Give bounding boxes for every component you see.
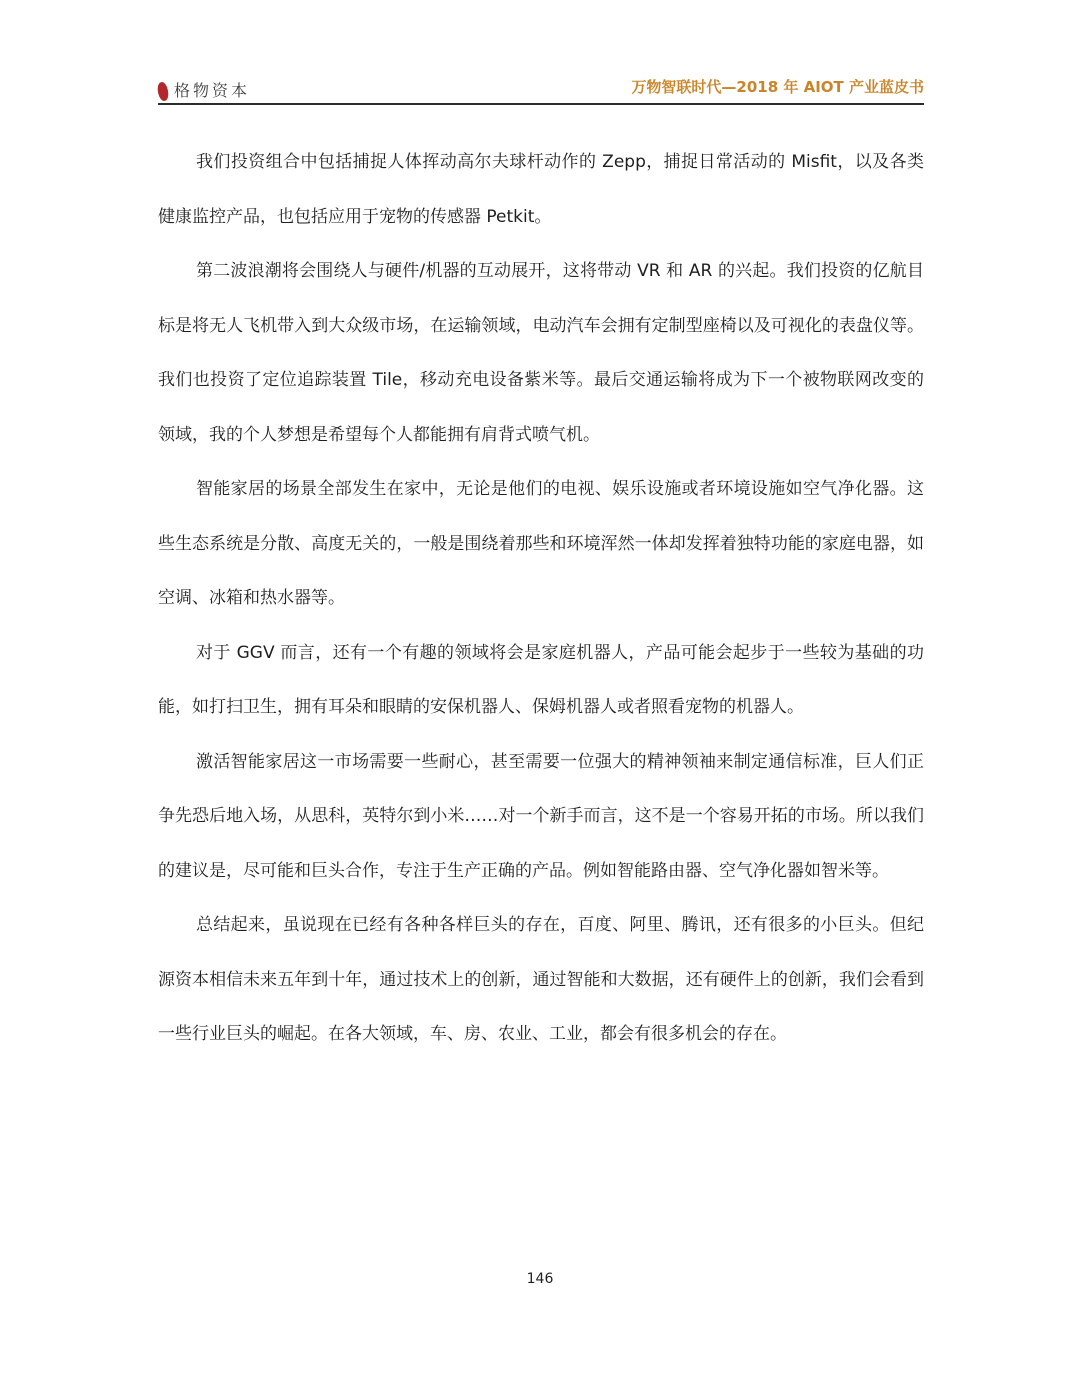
logo-mark-icon [156, 81, 170, 102]
paragraph: 我们投资组合中包括捕捉人体挥动高尔夫球杆动作的 Zepp，捕捉日常活动的 Misfit，以及各类健康监控产品，也包括应用于宠物的传感器 Petkit。 [158, 152, 924, 227]
header-divider [158, 103, 924, 105]
paragraph: 总结起来，虽说现在已经有各种各样巨头的存在，百度、阿里、腾讯，还有很多的小巨头。但纪源资本相信未来五年到十年，通过技术上的创新，通过智能和大数据，还有硬件上的创新，我们会看到一些行业巨头的崛起。在各大领域，车、房、农业、工业，都会有很多机会的存在。 [158, 915, 924, 1044]
page-header [158, 72, 924, 106]
body-text [158, 135, 924, 1062]
document-title: 万物智联时代—2018 年 AIOT 产业蓝皮书 [631, 78, 924, 96]
logo-text: 格物资本 [174, 81, 251, 100]
paragraph: 对于 GGV 而言，还有一个有趣的领域将会是家庭机器人，产品可能会起步于一些较为基础的功能，如打扫卫生，拥有耳朵和眼睛的安保机器人、保姆机器人或者照看宠物的机器人。 [158, 642, 924, 717]
paragraph: 激活智能家居这一市场需要一些耐心，甚至需要一位强大的精神领袖来制定通信标准，巨人们正争先恐后地入场，从思科，英特尔到小米……对一个新手而言，这不是一个容易开拓的市场。所以我们的建议是，尽可能和巨头合作，专注于生产正确的产品。例如智能路由器、空气净化器如智米等。 [158, 751, 924, 881]
page-number: 146 [526, 1271, 554, 1287]
company-logo [158, 78, 250, 104]
paragraph: 第二波浪潮将会围绕人与硬件/机器的互动展开，这将带动 VR 和 AR 的兴起。我们投资的亿航目标是将无人飞机带入到大众级市场，在运输领域，电动汽车会拥有定制型座椅以及可视化的表盘仪等。我们也投资了定位追踪装置 Tile，移动充电设备紫米等。最后交通运输将成为下一个被物联网改变的领域，我的个人梦想是希望每个人都能拥有肩背式喷气机。 [158, 261, 924, 445]
paragraph: 智能家居的场景全部发生在家中，无论是他们的电视、娱乐设施或者环境设施如空气净化器。这些生态系统是分散、高度无关的，一般是围绕着那些和环境浑然一体却发挥着独特功能的家庭电器，如空调、冰箱和热水器等。 [158, 479, 924, 608]
